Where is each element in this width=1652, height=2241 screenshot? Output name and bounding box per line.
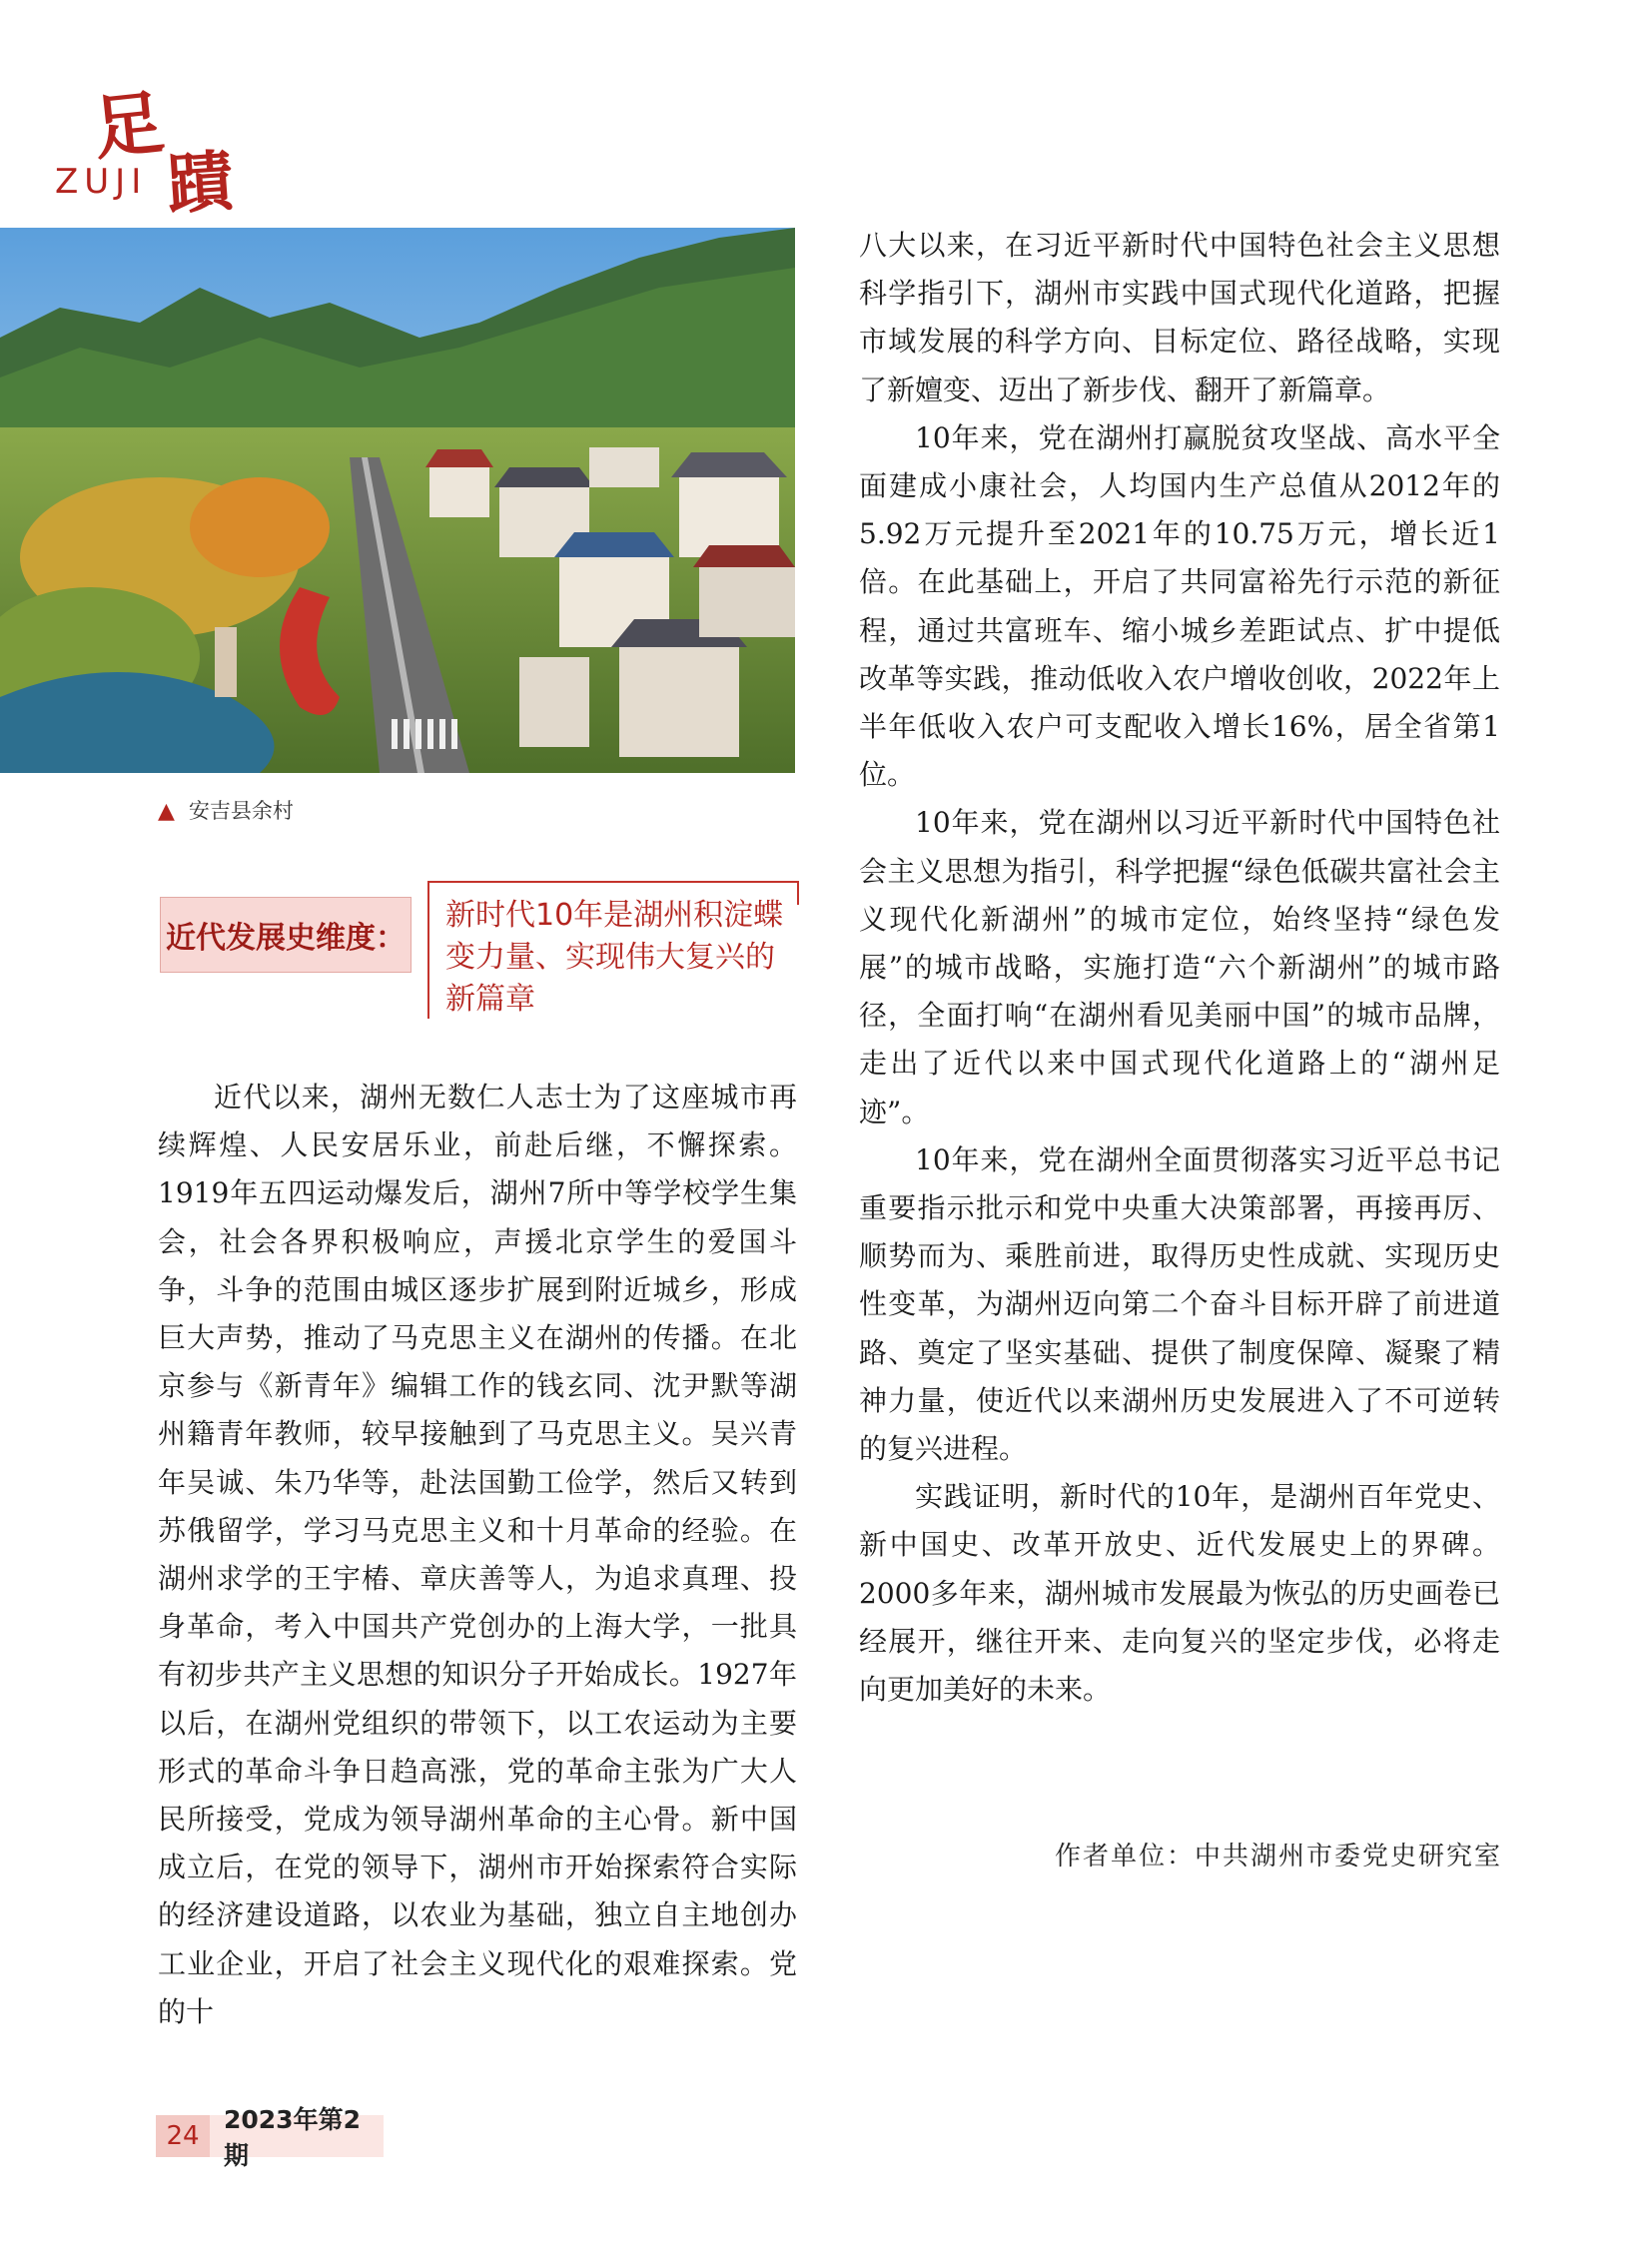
paragraph: 10年来，党在湖州以习近平新时代中国特色社会主义思想为指引，科学把握“绿色低碳共富社会主义现代化新湖州”的城市定位，始终坚持“绿色发展”的城市战略，实施打造“六个新湖州”的城市路径，全面打响“在湖州看见美丽中国”的城市品牌，走出了近代以来中国式现代化道路上的“湖州足迹”。 <box>859 806 1500 1128</box>
logo-latin: ZUJI <box>55 162 148 202</box>
section-label: 近代发展史维度： <box>160 897 412 973</box>
magazine-logo <box>55 62 245 225</box>
issue-label: 2023年第2期 <box>210 2115 384 2157</box>
author-affiliation: 作者单位：中共湖州市委党史研究室 <box>1054 1842 1502 1871</box>
caption-text: 安吉县余村 <box>188 799 294 823</box>
right-column <box>859 222 1500 1714</box>
caption-marker-icon: ▲ <box>158 799 175 824</box>
page-number: 24 <box>156 2115 210 2157</box>
paragraph: 10年来，党在湖州全面贯彻落实习近平总书记重要指示批示和党中央重大决策部署，再接再厉、顺势而为、乘胜前进，取得历史性成就、实现历史性变革，为湖州迈向第二个奋斗目标开辟了前进道路、奠定了坚实基础、提供了制度保障、凝聚了精神力量，使近代以来湖州历史发展进入了不可逆转的复兴进程。 <box>859 1142 1500 1466</box>
photo-caption <box>158 795 294 825</box>
paragraph: 10年来，党在湖州打赢脱贫攻坚战、高水平全面建成小康社会，人均国内生产总值从2012年的5.92万元提升至2021年的10.75万元，增长近1倍。在此基础上，开启了共同富裕先行示范的新征程，通过共富班车、缩小城乡差距试点、扩中提低改革等实践，推动低收入农户增收创收，2022年上半年低收入农户可支配收入增长16%，居全省第1位。 <box>859 420 1500 792</box>
village-aerial-photo <box>0 228 795 773</box>
left-column <box>158 1074 797 2036</box>
logo-char-ji: 蹟 <box>164 141 237 225</box>
logo-char-zu: 足 <box>89 80 168 171</box>
paragraph: 实践证明，新时代的10年，是湖州百年党史、新中国史、改革开放史、近代发展史上的界碑。2000多年来，湖州城市发展最为恢弘的历史画卷已经展开，继往开来、走向复兴的坚定步伐，必将走向更加美好的未来。 <box>859 1480 1500 1707</box>
paragraph: 近代以来，湖州无数仁人志士为了这座城市再续辉煌、人民安居乐业，前赴后继，不懈探索。1919年五四运动爆发后，湖州7所中等学校学生集会，社会各界积极响应，声援北京学生的爱国斗争，斗争的范围由城区逐步扩展到附近城乡，形成巨大声势，推动了马克思主义在湖州的传播。在北京参与《新青年》编辑工作的钱玄同、沈尹默等湖州籍青年教师，较早接触到了马克思主义。吴兴青年吴诚、朱乃华等，赴法国勤工俭学，然后又转到苏俄留学，学习马克思主义和十月革命的经验。在湖州求学的王宇椿、章庆善等人，为追求真理、投身革命，考入中国共产党创办的上海大学，一批具有初步共产主义思想的知识分子开始成长。1927年以后，在湖州党组织的带领下，以工农运动为主要形式的革命斗争日趋高涨，党的革命主张为广大人民所接受，党成为领导湖州革命的主心骨。新中国成立后，在党的领导下，湖州市开始探索符合实际的经济建设道路，以农业为基础，独立自主地创办工业企业，开启了社会主义现代化的艰难探索。党的十 <box>158 1081 797 2028</box>
section-title-box <box>427 881 797 1019</box>
paragraph-continuation: 八大以来，在习近平新时代中国特色社会主义思想科学指引下，湖州市实践中国式现代化道路，把握市域发展的科学方向、目标定位、路径战略，实现了新嬗变、迈出了新步伐、翻开了新篇章。 <box>859 229 1500 406</box>
section-title: 新时代10年是湖州积淀蝶变力量、实现伟大复兴的新篇章 <box>445 898 784 1017</box>
